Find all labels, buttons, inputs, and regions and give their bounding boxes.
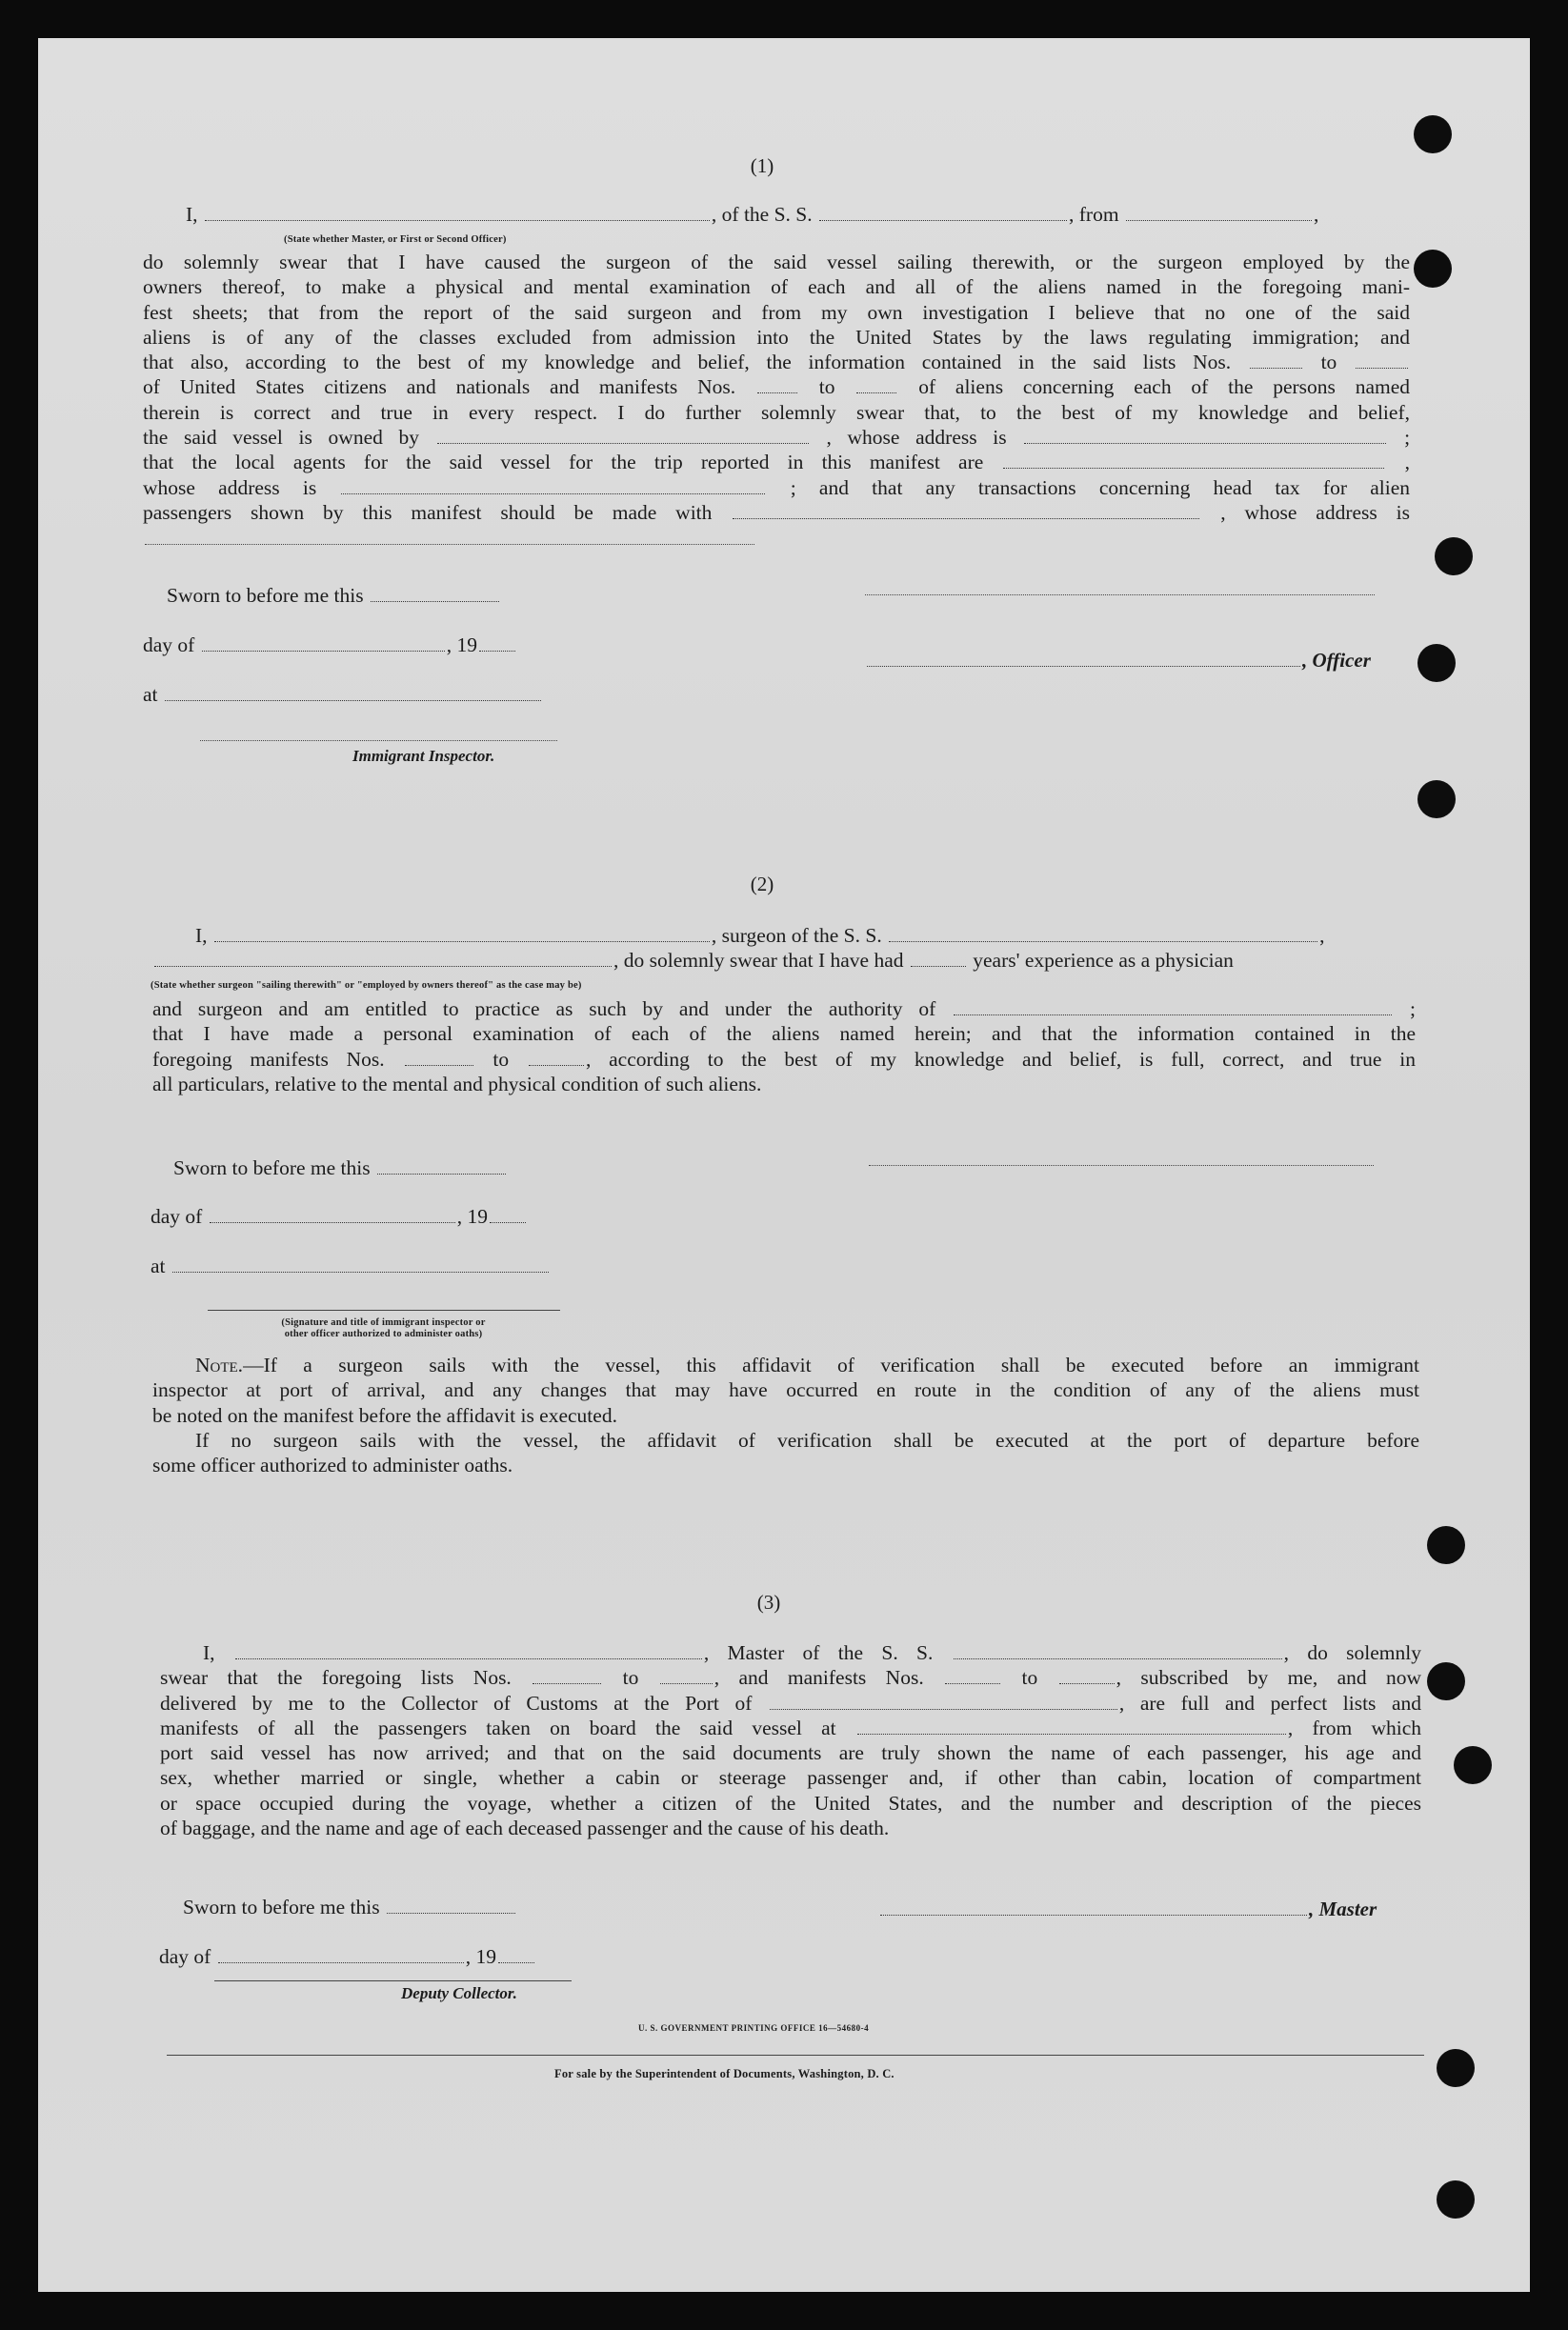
text-fragment: day of — [151, 1205, 203, 1228]
text-fragment: delivered by me to the Collector of Customs at the Port of — [160, 1691, 753, 1715]
owner-name-field[interactable] — [437, 442, 809, 444]
text-fragment: , do solemnly swear that I have had — [613, 949, 904, 972]
printing-office-imprint: U. S. GOVERNMENT PRINTING OFFICE 16—54680-4 — [638, 2023, 870, 2033]
sworn-date-field[interactable] — [377, 1173, 506, 1175]
section-1-signature-line[interactable] — [865, 594, 1375, 595]
lists-to-field[interactable] — [660, 1682, 713, 1684]
text-fragment: Sworn to before me this — [183, 1896, 380, 1918]
section-1-line — [143, 374, 1410, 399]
note-line: be noted on the manifest before the affidavit is executed. — [152, 1403, 617, 1427]
surgeon-signature-line[interactable] — [869, 1165, 1374, 1166]
place-field[interactable] — [172, 1271, 549, 1273]
sworn-date-field[interactable] — [371, 600, 499, 602]
lists-to-field[interactable] — [1356, 367, 1408, 369]
section-2-caption: (State whether surgeon "sailing therewith" or "employed by owners thereof" as the case may be) — [151, 980, 582, 991]
section-3-line: of baggage, and the name and age of each deceased passenger and the cause of his death. — [160, 1817, 890, 1840]
section-1-sworn-line — [167, 584, 501, 608]
text-fragment: , from which — [1287, 1716, 1421, 1739]
text-fragment: , whose address is — [826, 426, 1007, 450]
manifests-from-field[interactable] — [757, 392, 797, 393]
text-fragment: , — [1319, 924, 1325, 947]
section-1-at-line — [143, 683, 543, 707]
text-fragment: Sworn to before me this — [167, 584, 364, 607]
year-field[interactable] — [479, 650, 515, 652]
text-fragment: manifests of all the passengers taken on board the said vessel at — [160, 1716, 836, 1739]
boarding-port-field[interactable] — [857, 1733, 1286, 1735]
text-fragment: the said vessel is owned by — [143, 426, 420, 450]
head-tax-address-field[interactable] — [145, 544, 754, 545]
text-fragment: swear that the foregoing lists Nos. — [160, 1666, 512, 1690]
section-1-line — [143, 425, 1410, 450]
section-3-master-line — [878, 1898, 1377, 1921]
signature-caption — [219, 1317, 548, 1340]
port-field[interactable] — [770, 1708, 1117, 1710]
section-2-line-1 — [195, 923, 1416, 948]
note-block — [152, 1353, 1419, 1477]
section-1-day-line — [143, 633, 517, 657]
section-3-line: sex, whether married or single, whether a cabin or steerage passenger and, if other than cabin, location of compartment — [160, 1766, 1421, 1790]
text-fragment: ; and that any transactions concerning head tax for alien — [790, 475, 1410, 499]
text-fragment: to — [1021, 1666, 1038, 1690]
text-fragment: I, — [203, 1641, 215, 1664]
head-tax-contact-field[interactable] — [733, 517, 1199, 519]
lists-from-field[interactable] — [1250, 367, 1302, 369]
text-fragment: , do solemnly — [1283, 1641, 1421, 1664]
text-fragment: ; — [1404, 426, 1411, 450]
punch-hole — [1427, 1526, 1465, 1564]
section-3-line — [160, 1665, 1421, 1690]
text-fragment: , subscribed by me, and now — [1116, 1666, 1422, 1690]
section-1-line — [143, 500, 1410, 525]
text-fragment: day of — [143, 633, 195, 656]
section-3-line — [160, 1716, 1421, 1740]
deputy-collector-label: Deputy Collector. — [401, 1984, 517, 2002]
text-fragment: Sworn to before me this — [173, 1156, 371, 1179]
section-2-line-2 — [152, 948, 1416, 973]
departure-port-field[interactable] — [1126, 219, 1312, 221]
note-label: Note. — [195, 1354, 244, 1376]
section-1-line: owners thereof, to make a physical and mental examination of each and all of the aliens named in the foregoing mani- — [143, 275, 1410, 299]
section-1-ss-label: , of the S. S. — [711, 203, 813, 226]
section-1-line — [143, 475, 1410, 500]
section-1-line — [143, 350, 1410, 374]
text-fragment: , Master of the S. S. — [703, 1641, 934, 1664]
section-1-line: aliens is of any of the classes excluded from admission into the United States by the laws regulating immigration; and — [143, 325, 1410, 349]
text-fragment: at — [143, 683, 158, 706]
inspector-signature-line[interactable] — [208, 1310, 560, 1311]
officer-label: , Officer — [1302, 649, 1371, 672]
punch-hole — [1414, 115, 1452, 153]
year-field[interactable] — [498, 1961, 534, 1963]
text-fragment: to — [493, 1047, 510, 1071]
section-1-from-label: , from — [1069, 203, 1119, 226]
section-2-sworn-line — [173, 1156, 508, 1180]
section-1-heading: (1) — [750, 154, 774, 177]
local-agents-field[interactable] — [1003, 467, 1384, 469]
section-3-line — [160, 1691, 1421, 1716]
vessel-name-field[interactable] — [954, 1657, 1282, 1659]
section-3-line: or space occupied during the voyage, whether a citizen of the United States, and the number and description of the pieces — [160, 1791, 1421, 1815]
text-fragment: , 19 — [465, 1945, 496, 1968]
note-line: inspector at port of arrival, and any changes that may have occurred en route in the condition of any of the aliens must — [152, 1378, 1419, 1402]
comma: , — [1313, 203, 1319, 226]
punch-hole — [1437, 2049, 1475, 2087]
manifests-to-field[interactable] — [856, 392, 896, 393]
manifests-from-field[interactable] — [945, 1682, 1000, 1684]
section-1-body — [143, 250, 1410, 525]
authority-field[interactable] — [954, 1014, 1392, 1015]
manifests-to-field[interactable] — [529, 1064, 584, 1066]
text-fragment: years' experience as a physician — [973, 949, 1234, 972]
section-1-i: I, — [186, 203, 198, 226]
manifests-from-field[interactable] — [405, 1064, 473, 1066]
section-2-heading: (2) — [750, 873, 774, 895]
punch-hole — [1437, 2180, 1475, 2219]
year-field[interactable] — [490, 1221, 526, 1223]
manifests-to-field[interactable] — [1059, 1682, 1115, 1684]
section-3-day-line — [159, 1945, 536, 1969]
day-month-field[interactable] — [210, 1221, 455, 1223]
text-fragment: foregoing manifests Nos. — [152, 1047, 385, 1071]
text-fragment: —If a surgeon sails with the vessel, this affidavit of verification shall be executed before an immigrant — [243, 1354, 1419, 1376]
footer-rule — [167, 2055, 1424, 2056]
punch-hole — [1414, 250, 1452, 288]
text-fragment: and surgeon and am entitled to practice as such by and under the authority of — [152, 997, 936, 1020]
text-fragment: that the local agents for the said vessel for the trip reported in this manifest are — [143, 451, 984, 474]
text-fragment: , 19 — [446, 633, 477, 656]
master-label: , Master — [1309, 1898, 1377, 1920]
master-signature-field[interactable] — [880, 1914, 1307, 1916]
sale-notice: For sale by the Superintendent of Documents, Washington, D. C. — [554, 2067, 895, 2080]
section-1-caption: (State whether Master, or First or Second Officer) — [284, 234, 507, 245]
text-fragment: that also, according to the best of my knowledge and belief, the information contained in the said lists Nos. — [143, 351, 1232, 374]
text-fragment: , and manifests Nos. — [714, 1666, 924, 1690]
section-2-at-line — [151, 1255, 551, 1278]
note-line: some officer authorized to administer oaths. — [152, 1454, 513, 1477]
section-2-line — [152, 1047, 1416, 1072]
form-page — [38, 38, 1530, 2292]
section-2-line: that I have made a personal examination of each of the aliens named herein; and that the information contained in the — [152, 1022, 1416, 1046]
text-fragment: ; — [1410, 997, 1417, 1020]
agents-address-field[interactable] — [341, 492, 765, 494]
punch-hole — [1417, 780, 1456, 818]
caption-line: other officer authorized to administer oaths) — [284, 1329, 483, 1339]
punch-hole — [1454, 1746, 1492, 1784]
section-3-line: port said vessel has now arrived; and that on the said documents are truly shown the name of each passenger, his age and — [160, 1741, 1421, 1765]
owner-address-field[interactable] — [1024, 442, 1386, 444]
master-name-field[interactable] — [205, 219, 710, 221]
section-1-opening-line — [186, 202, 1410, 227]
lists-from-field[interactable] — [533, 1682, 601, 1684]
text-fragment: day of — [159, 1945, 211, 1968]
text-fragment: , 19 — [456, 1205, 488, 1228]
section-2-body — [152, 996, 1416, 1096]
section-1-line: do solemnly swear that I have caused the surgeon of the said vessel sailing therewith, or the surgeon employed by the — [143, 251, 1410, 273]
officer-signature-field[interactable] — [867, 665, 1300, 667]
surgeon-vessel-field[interactable] — [889, 940, 1317, 942]
day-month-field[interactable] — [202, 650, 445, 652]
text-fragment: to — [818, 375, 835, 399]
section-3-sworn-line — [183, 1896, 517, 1919]
note-line: If no surgeon sails with the vessel, the affidavit of verification shall be executed at the port of departure before — [195, 1428, 1419, 1452]
text-fragment: , surgeon of the S. S. — [711, 924, 882, 947]
text-fragment: of aliens concerning each of the persons named — [918, 375, 1411, 399]
text-fragment: of United States citizens and nationals and manifests Nos. — [143, 375, 736, 399]
section-1-line — [143, 450, 1410, 474]
caption-line: (Signature and title of immigrant inspector or — [281, 1317, 486, 1328]
place-field[interactable] — [165, 699, 541, 701]
section-2-day-line — [151, 1205, 528, 1229]
text-fragment: to — [1320, 351, 1337, 374]
deputy-signature-line[interactable] — [214, 1980, 572, 1981]
vessel-name-field[interactable] — [819, 219, 1067, 221]
section-3-heading: (3) — [756, 1591, 781, 1614]
punch-hole — [1435, 537, 1473, 575]
section-1-line: therein is correct and true in every respect. I do further solemnly swear that, to the best of my knowledge and belief, — [143, 400, 1410, 424]
master-name-field[interactable] — [235, 1657, 702, 1659]
section-2-line: all particulars, relative to the mental and physical condition of such aliens. — [152, 1072, 762, 1095]
text-fragment: to — [622, 1666, 639, 1690]
text-fragment: , whose address is — [1220, 500, 1411, 524]
text-fragment: at — [151, 1255, 166, 1277]
text-fragment: , according to the best of my knowledge and belief, is full, correct, and true in — [585, 1047, 1417, 1071]
inspector-label: Immigrant Inspector. — [352, 747, 495, 765]
section-3-line — [160, 1640, 1421, 1665]
section-1-officer-line — [865, 649, 1371, 673]
text-fragment: whose address is — [143, 475, 317, 499]
text-fragment: , — [1404, 451, 1411, 474]
section-2-line — [152, 996, 1416, 1021]
text-fragment: , are full and perfect lists and — [1118, 1691, 1422, 1715]
sworn-date-field[interactable] — [387, 1912, 515, 1914]
inspector-signature-line[interactable] — [200, 740, 557, 741]
text-fragment: I, — [195, 924, 208, 947]
text-fragment: passengers shown by this manifest should be made with — [143, 500, 713, 524]
note-line — [152, 1353, 1419, 1377]
years-experience-field[interactable] — [911, 965, 966, 967]
punch-hole — [1427, 1662, 1465, 1700]
section-3-body — [160, 1640, 1421, 1840]
section-1-line: fest sheets; that from the report of the said surgeon and from my own investigation I believe that no one of the said — [143, 300, 1410, 324]
surgeon-name-field[interactable] — [214, 940, 710, 942]
day-month-field[interactable] — [218, 1961, 464, 1963]
surgeon-status-field[interactable] — [154, 965, 612, 967]
punch-hole — [1417, 644, 1456, 682]
